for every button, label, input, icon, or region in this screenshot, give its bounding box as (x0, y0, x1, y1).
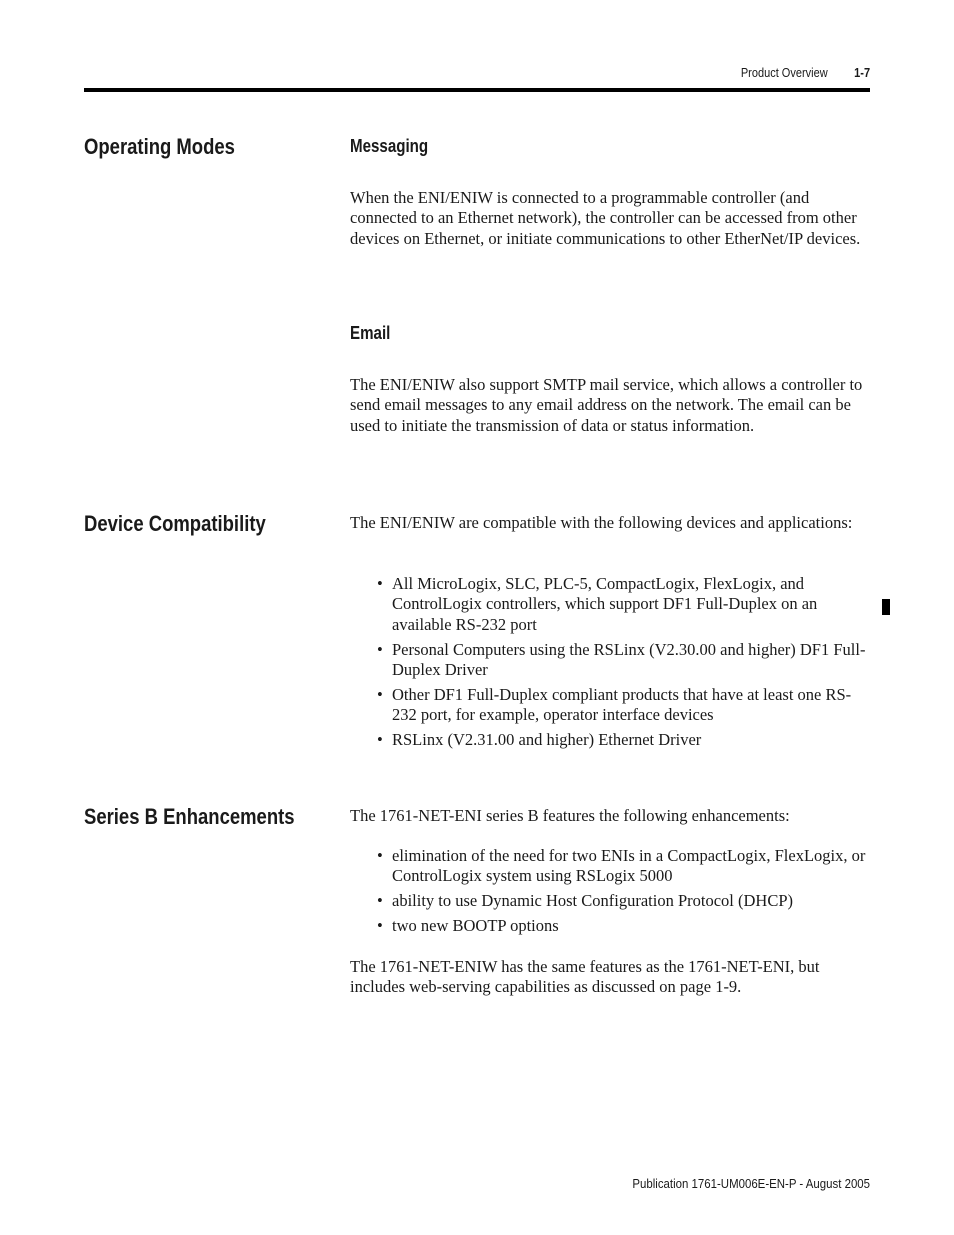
header-rule (84, 88, 870, 92)
list-item-text: Personal Computers using the RSLinx (V2.30.00 and higher) DF1 Full-Duplex Driver (392, 639, 866, 680)
list-item (377, 574, 871, 635)
list-item (377, 846, 871, 887)
list-item-text: two new BOOTP options (392, 916, 559, 936)
running-header-title: Product Overview (741, 66, 828, 80)
list-item (377, 685, 871, 726)
bullet-icon: • (377, 916, 383, 936)
list-item-text: elimination of the need for two ENIs in a CompactLogix, FlexLogix, or ControlLogix system using RSLogix 5000 (392, 846, 866, 886)
bullet-icon: • (377, 574, 383, 593)
series-b-list (377, 846, 871, 941)
list-item (377, 916, 871, 936)
bullet-icon: • (377, 639, 383, 659)
bullet-icon: • (377, 685, 383, 705)
revision-change-bar (882, 599, 890, 615)
list-item (377, 891, 871, 911)
list-item-text: RSLinx (V2.31.00 and higher) Ethernet Driver (392, 730, 702, 750)
bullet-icon: • (377, 846, 383, 865)
subheading-email: Email (350, 323, 391, 343)
email-paragraph: The ENI/ENIW also support SMTP mail service, which allows a controller to send email messages to any email address on the network. The email can be used to initiate the transmission of data or status information. (350, 375, 863, 435)
list-item (377, 640, 871, 681)
list-item (377, 730, 871, 750)
bullet-icon: • (377, 891, 383, 911)
page-number: 1-7 (854, 66, 870, 80)
list-item-text: All MicroLogix, SLC, PLC-5, CompactLogix, FlexLogix, and ControlLogix controllers, which support DF1 Full-Duplex on an available RS-232 port (392, 574, 818, 634)
device-compatibility-intro: The ENI/ENIW are compatible with the following devices and applications: (350, 513, 853, 532)
device-compatibility-list (377, 574, 871, 755)
list-item-text: Other DF1 Full-Duplex compliant products that have at least one RS-232 port, for example, operator interface devices (392, 685, 852, 725)
page-header (0, 0, 954, 100)
series-b-intro: The 1761-NET-ENI series B features the following enhancements: (350, 806, 790, 825)
heading-device-compatibility: Device Compatibility (84, 511, 266, 536)
heading-series-b-enhancements: Series B Enhancements (84, 804, 295, 829)
list-item-text: ability to use Dynamic Host Configuration Protocol (DHCP) (392, 891, 794, 911)
subheading-messaging: Messaging (350, 136, 429, 156)
series-b-closing-paragraph: The 1761-NET-ENIW has the same features as the 1761-NET-ENI, but includes web-serving capabilities as discussed on page 1-9. (350, 957, 820, 997)
bullet-icon: • (377, 730, 383, 750)
heading-operating-modes: Operating Modes (84, 134, 235, 159)
publication-footer: Publication 1761-UM006E-EN-P - August 2005 (632, 1176, 870, 1191)
messaging-paragraph: When the ENI/ENIW is connected to a programmable controller (and connected to an Ethernet network), the controller can be accessed from other devices on Ethernet, or initiate communications to other EtherNet/IP devices. (350, 188, 861, 248)
